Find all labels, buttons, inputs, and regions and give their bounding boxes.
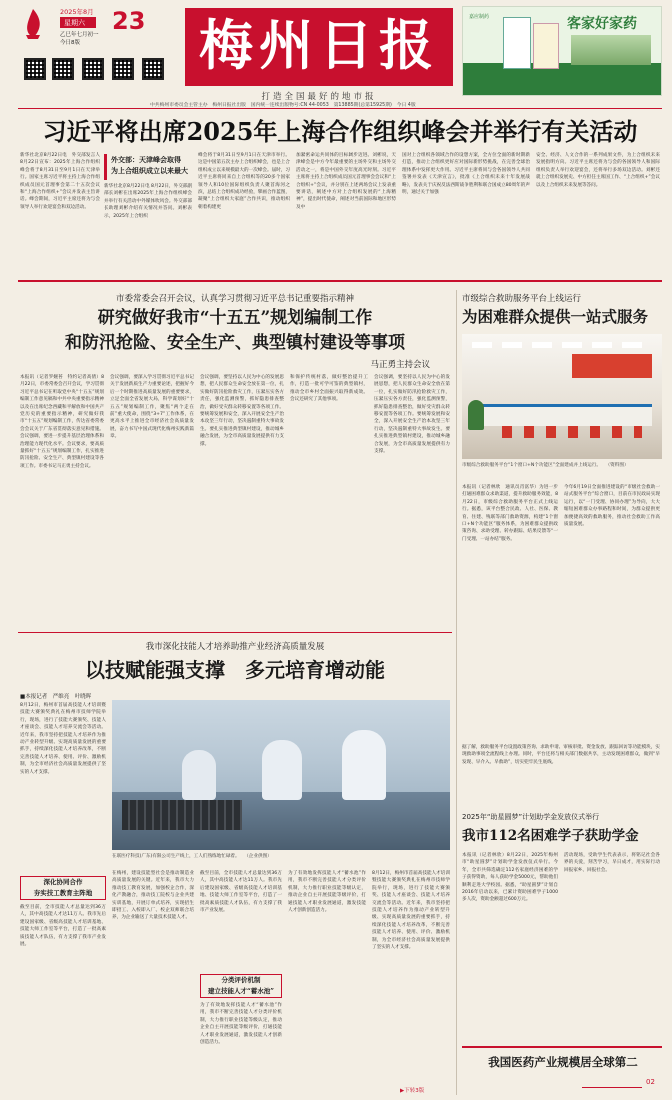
feature-col-3: 截至目前，全市技能人才总量达到36万人，其中高技能人才达11万人。我市先后建设国家级、省级高技能人才培训基地、技能大师工作室等平台，打造了一批高素质技能人才队伍，有力支撑了我市产业发展。 xyxy=(200,871,282,914)
right-body-col-1: 本报讯（记者林欣 通讯员肖富华）为进一步打通困难群众求助渠道，提升救助服务效能，8月22日，市级综合救助服务平台正式上线运行。据悉，该平台整合民政、人社、医保、教育、住建、残联等部门救助资源，构建“1个窗口+N个功能区”服务体系，为困难群众提供政策咨询、求助受理、转办跟踪、结果反馈等“一门受理、一站办结”服务。 xyxy=(462,485,558,542)
left-col-5: 会议强调，要坚持以人民为中心的发展思想，把人民群众生命安全放在第一位，扎实做好防汛抢险救灾工作，压紧压实各方责任，强化监测预警，抓好隐患排查整治，做好受灾群众转移安置等各项工作。要统筹发展和安全，深入开展安全生产治本攻坚三年行动，坚决遏制重特大事故发生。要扎实推进典型镇村建设，推动城乡融合发展，为全市高质量发展提供有力支撑。 xyxy=(374,375,450,455)
feature-col-2: 在梅州，建设技能型社会是推动制造业高质量发展的关键。近年来，我市大力推动技工教育发展，加强校企合作，深化产教融合，推动技工院校与企业共建实训基地，开展订单式培养，实现招生即招工、入校即入厂、校企双师联合培养，为企业输送了大量技术技能人才。 xyxy=(112,871,194,921)
weekday: 星期六 xyxy=(64,19,85,27)
photo-worker-3 xyxy=(182,750,216,800)
right-photo-caption: 市级综合救助服务平台“1个窗口+N个功能区”全面建成并上线运行。 （资料图） xyxy=(462,463,629,468)
photo-worker-2 xyxy=(342,730,386,800)
right-lower-kicker: 2025年“助星圆梦”计划助学金发放仪式举行 xyxy=(462,813,600,821)
lead-subhead-line-1: 外交部：天津峰会取得 xyxy=(111,155,181,164)
feature-subhead-2-line-1: 分类评价机制 xyxy=(221,976,261,984)
ad-person-photo xyxy=(571,35,651,65)
feature-headline: 以技赋能强支撑 多元培育增动能 xyxy=(85,658,385,682)
left-headline-1: 研究做好我市“十五五”规划编制工作 xyxy=(97,308,373,328)
left-col-4: 和保护传统村落，做好整治提升工作，打造一批可学可鉴的典型镇村，推动全市乡村全面振兴取得新成效。会议还研究了其他事项。 xyxy=(290,375,368,403)
masthead-meta: 中共梅州市委员会主管主办 梅州日报社出版 国内统一连续出版物号:CN 44-0053 第13885期(总第15925期) 今日 4版 xyxy=(150,103,416,108)
left-byline: 马正勇主持会议 xyxy=(370,360,430,370)
right-headline: 为困难群众提供一站式服务 xyxy=(462,307,649,326)
qr-code-5 xyxy=(142,58,164,80)
left-kicker: 市委常委会召开会议，认真学习贯彻习近平总书记重要指示精神 xyxy=(115,294,354,304)
lead-col-6: 安全、经济、人文合作的一系列成果文件，为上合组织未来发展指明方向。习近平主席还将为与会的各国领导人和国际组织负责人举行欢迎宴会，还将举行多场双边活动。刘彬还就上合组织发展史、中方担任主席国工作、“上合组织+”会议以及上合组织未来发展等答问。 xyxy=(536,153,660,188)
right-body-col-2: 今年6月19日全面推进建设的“市级社会救助一站式服务平台”综合窗口，目前在市民政局实现运行，以“一门受理、协同办理”为导向，大大缩短困难群众办事路程和时间，为群众提供更加便捷高效的救助服务，推动社会救助工作高质量发展。 xyxy=(564,485,660,528)
ad-product-box xyxy=(503,17,531,69)
feature-col-4: 为了有效地发挥技能人才“蓄水池”作用，我市不断完善技能人才分类评价机制，大力推行职业技能等级认定，推动企业自主开展技能等级评价，打通技能人才职业发展通道，激发技能人才创新创造活力。 xyxy=(288,871,366,914)
lead-col-3: 峰会将于8月31日至9月1日在天津市举行。这是中国第五次主办上合组织峰会，也是上合组织成立以来规模最大的一次峰会。届时，习近平主席将同来自上合组织等的20多个国家领导人和10位国际组织负责人聚首海河之滨，总结上合组织成功经验，擘画合作蓝图，凝聚“上合组织大家庭”合作共识，推动组织朝着构建更 xyxy=(198,153,290,210)
left-col-1: 本报讯（记者罗婉苔 特约记者高倩）8月22日，市委常委会召开会议，学习贯彻习近平总书记在听取党中央“十五五”规划编制工作意见稿和中共中央重要指示精神以及在出席纪念西藏和平解放和中国共产党历史的重要指示精神，研究做好我市“十五五”规划编制工作，传达省委常委会会议关于广东省贯彻落实意见和措施。会议强调，要进一步提升基层治理体系和治理能力现代化水平。会议要求，要高质量抓好“十五五”规划编制工作，扎实推进防汛抢险、安全生产、典型镇村建设等各项工作。市委书记马正勇主持会议。 xyxy=(20,375,104,469)
lunar-date: 乙巳年七月初一 xyxy=(60,32,99,38)
left-headline-2: 和防汛抢险、安全生产、典型镇村建设等事项 xyxy=(65,333,405,353)
bottom-teaser-page: 02 xyxy=(646,1078,655,1086)
feature-kicker: 我市深化技能人才培养助推产业经济高质量发展 xyxy=(145,642,325,652)
photo-plant xyxy=(468,400,484,430)
right-lower-headline: 我市112名困难学子获助学金 xyxy=(462,828,639,844)
ad-product-box-2 xyxy=(533,23,559,69)
paper-title: 梅州日报 xyxy=(199,13,439,77)
feature-subhead-2-line-2: 建立技能人才“蓄水池” xyxy=(208,987,274,995)
feature-col-1: 截至目前，全市技能人才总量达到36万人，其中高技能人才达11万人。我市先后建设国家级、省级高技能人才培训基地、技能大师工作室等平台，打造了一批高素质技能人才队伍，有力支撑了我市产业发展。 xyxy=(20,905,106,948)
right-lower-col-2: 活动现场，受助学生代表表示，将铭记社会各界的关爱，刻苦学习，早日成才，用实际行动回报家乡、回报社会。 xyxy=(564,853,660,873)
lead-col-2: 新华社北京8月22日电 8月22日，外交部副部长刘彬在出席2025年上海合作组织峰会并举行有关活动中外媒体吹风会。外交部部长助理刘彬介绍有关情况并答问。刘彬表示，2025年上合组织 xyxy=(104,184,192,219)
factory-photo-caption: 在联医疗科技(广东)有限公司生产线上，工人们熟练地忙碌着。 （企业供图） xyxy=(112,854,272,859)
lead-col-5: 国对上合组织各领域合作的设想方案，全方位全面的新时期新打造，推动上合组织更好应对国际新形势挑战，在完善全球治理体系中发挥更大作用。习近平主席将同与会各国领导人共同签署并发表《天津宣言》，批准《上合组织未来十年发展战略》，发表关于庆祝反法西斯战争胜利和联合国成立80周年的声明，通过关于加强 xyxy=(402,153,530,196)
feature-subhead-1-line-1: 深化协同合作 xyxy=(43,878,83,886)
feature-subhead-1 xyxy=(20,876,106,900)
qr-code-3 xyxy=(82,58,104,80)
masthead-rule xyxy=(18,108,662,109)
lead-bottom-rule xyxy=(18,280,662,282)
feature-subhead-2 xyxy=(200,974,282,998)
masthead-ad xyxy=(462,6,662,96)
photo-trays xyxy=(122,800,242,830)
bottom-teaser-arrow xyxy=(582,1078,642,1088)
photo-chairs xyxy=(502,426,642,438)
masthead xyxy=(0,0,672,112)
column-divider xyxy=(456,290,457,1095)
service-hall-photo xyxy=(462,334,662,459)
feature-byline: ■本报记者 严维亮 叶晓晖 xyxy=(20,694,92,700)
slogan: 打造全国最好的地市报 xyxy=(261,92,377,102)
feature-col-5: 8月12日，梅州市首届高技能人才培训暨技能大赛颁奖典礼在梅州市技师学院举行，现场，进行了技能大赛颁奖、技能人才座谈会、技能人才培养交流会等活动。近年来，我市坚持把技能人才培养作为推动产业转型升级、实现高质量发展的重要抓手，持续深化技能人才培养改革，不断完善技能人才培养、使用、评价、激励机制，为全市经济社会高质量发展提供了坚实的人才支撑。 xyxy=(372,871,450,951)
issue-note: 今日8版 xyxy=(60,40,80,46)
left-col-3: 会议强调，要坚持以人民为中心的发展思想，把人民群众生命安全放在第一位，扎实做好防汛抢险救灾工作，压紧压实各方责任，强化监测预警，抓好隐患排查整治，做好受灾群众转移安置等各项工作。要统筹发展和安全，深入开展安全生产治本攻坚三年行动，坚决遏制重特大事故发生。要扎实推进典型镇村建设，推动城乡融合发展，为全市高质量发展提供有力支撑。 xyxy=(200,375,284,447)
bottom-teaser xyxy=(462,1046,662,1094)
photo-wall-sign xyxy=(572,354,652,378)
logo-flame-icon xyxy=(20,7,46,41)
date-block xyxy=(20,5,170,45)
qr-code-2 xyxy=(52,58,74,80)
feature-col-3b: 为了有效地发挥技能人才“蓄水池”作用，我市不断完善技能人才分类评价机制，大力推行职业技能等级认定，推动企业自主开展技能等级评价，打通技能人才职业发展通道，激发技能人才创新创造活力。 xyxy=(200,1003,282,1046)
date-line: 2025年8月 xyxy=(60,8,94,16)
lead-subhead-box xyxy=(104,154,192,180)
photo-counter xyxy=(482,404,652,426)
factory-photo xyxy=(112,700,450,850)
feature-continued: ▶下转3版 xyxy=(400,1088,425,1094)
left-col-2: 会议强调，要深入学习贯彻习近平总书记关于发展新质生产力重要论述，把握好今后一个时期推进高质量发展的重要要求，立足全面全省发展大局，科学谋划好“十五五”规划编制工作，聚焦“两个走在前”重大使命，围绕“3+7”工作体系，在更高水平上推进全市经济社会高质量发展，奋力书写中国式现代化梅州实践新篇章。 xyxy=(110,375,194,440)
qr-code-4 xyxy=(112,58,134,80)
feature-top-rule xyxy=(18,632,452,633)
ad-green-band xyxy=(463,63,662,96)
ad-title: 客家好家药 xyxy=(567,16,637,32)
right-lower-body: 据了解，救助服务平台设置政策咨询、求助申请、审核审批、资金发放、跟踪回访等功能模块，实现救助事项全流程线上办理。同时，平台还将与相关部门数据共享，主动发现困难群众，做到“早发现、早介入、早救助”，切实兜牢民生底线。 xyxy=(462,745,660,765)
lead-col-1: 新华社北京8月22日电 外交部发言人8月22日宣布：2025年上海合作组织峰会将于8月31日至9月1日在天津举行。国家主席习近平将主持上海合作组织成员国元首理事会第二十五次会议和“上海合作组织+”会议并发表主旨讲话。峰会期间，习近平主席还将为与会领导人举行欢迎宴会和双边活动。 xyxy=(20,153,100,210)
right-lower-col-1: 本报讯（记者林欣）8月22日，2025年梅州市“助星圆梦”计划助学金发放仪式举行。今年，全市共筛选确定112名家庭经济困难的学子获得资助，每人获助学金5000元，帮助他们顺利走进大学校园。据悉，“助星圆梦”计划自2016年启动以来，已累计资助困难学子1000多人次，资助金额超过600万元。 xyxy=(462,853,558,903)
feature-intro: 8月12日，梅州市首届高技能人才培训暨技能大赛颁奖典礼在梅州市技师学院举行，现场，进行了技能大赛颁奖、技能人才座谈会、技能人才培养交流会等活动。近年来，我市坚持把技能人才培养作为推动产业转型升级、实现高质量发展的重要抓手，持续深化技能人才培养改革，不断完善技能人才培养、使用、评价、激励机制，为全市经济社会高质量发展提供了坚实的人才支撑。 xyxy=(20,703,106,775)
photo-ceiling-lights xyxy=(472,342,652,348)
ad-badge: 嘉应制药 xyxy=(469,14,490,20)
lead-headline: 习近平将出席2025年上海合作组织峰会并举行有关活动 xyxy=(42,117,638,146)
lead-col-4: 加紧密命运共同体的目标阔步迈进。刘彬说，天津峰会是中方今年最重要的主场外交和主场外交活动之一，将是中国外交年度高光时刻。习近平主席将主持上合组织成员国元首理事会会议和“上合组织+”会议，并分别在上述两场会议上发表重要讲话，阐述中方对上合组织发展的“上海精神”，提出时代使命，阐述对当前国际和地区形势及中 xyxy=(296,153,396,210)
feature-subhead-1-line-2: 夯实技工教育主阵地 xyxy=(33,889,93,897)
lead-subhead-line-2: 为上合组织成立以来最大 xyxy=(111,166,188,175)
qr-code-1 xyxy=(24,58,46,80)
right-kicker: 市级综合救助服务平台上线运行 xyxy=(462,294,582,304)
photo-worker-1 xyxy=(262,740,302,800)
day-number: 23 xyxy=(112,7,146,35)
bottom-teaser-headline: 我国医药产业规模居全球第二 xyxy=(488,1055,638,1069)
